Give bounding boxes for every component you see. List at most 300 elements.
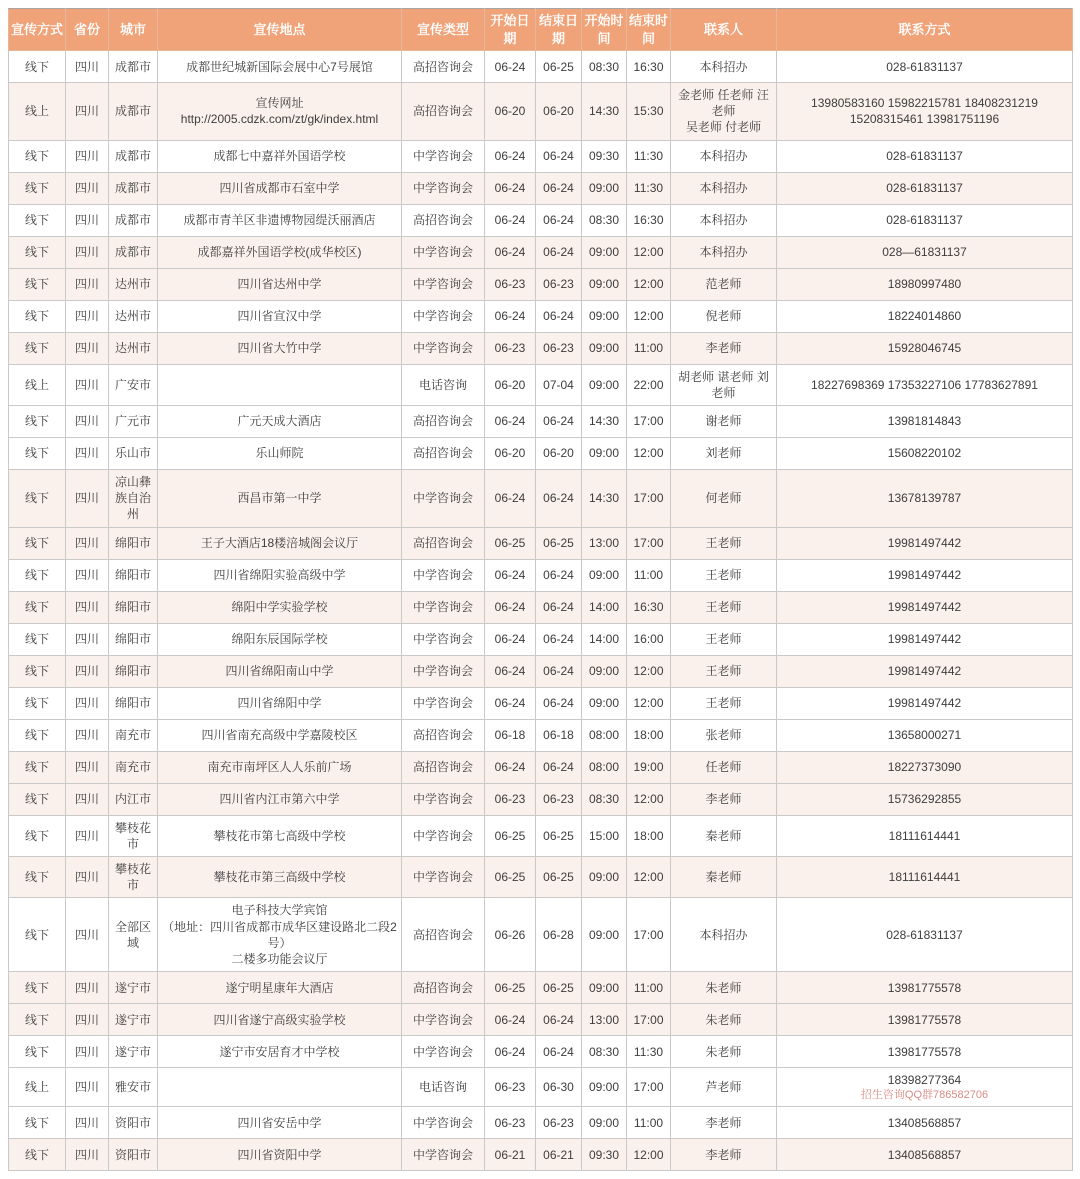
cell-start_date: 06-24 bbox=[485, 1036, 536, 1068]
table-row bbox=[9, 406, 1073, 438]
column-header-province: 省份 bbox=[66, 9, 109, 51]
table-row bbox=[9, 1139, 1073, 1171]
column-header-phone: 联系方式 bbox=[777, 9, 1073, 51]
cell-city: 遂宁市 bbox=[109, 1036, 158, 1068]
cell-method: 线下 bbox=[9, 815, 66, 856]
cell-type: 高招咨询会 bbox=[402, 51, 485, 83]
cell-end_time: 12:00 bbox=[627, 438, 671, 470]
cell-province: 四川 bbox=[66, 719, 109, 751]
cell-phone: 15736292855 bbox=[777, 783, 1073, 815]
cell-type: 电话咨询 bbox=[402, 1068, 485, 1107]
cell-end_time: 17:00 bbox=[627, 470, 671, 528]
cell-start_date: 06-24 bbox=[485, 591, 536, 623]
cell-end_date: 06-25 bbox=[536, 815, 582, 856]
table-row bbox=[9, 898, 1073, 972]
cell-end_date: 06-30 bbox=[536, 1068, 582, 1107]
cell-method: 线下 bbox=[9, 1139, 66, 1171]
cell-phone: 13981775578 bbox=[777, 972, 1073, 1004]
cell-contact: 王老师 bbox=[671, 559, 777, 591]
cell-start_date: 06-24 bbox=[485, 204, 536, 236]
cell-location: 四川省绵阳实验高级中学 bbox=[158, 559, 402, 591]
cell-start_date: 06-24 bbox=[485, 655, 536, 687]
cell-location: 广元天成大酒店 bbox=[158, 406, 402, 438]
table-row bbox=[9, 364, 1073, 405]
cell-end_time: 22:00 bbox=[627, 364, 671, 405]
cell-start_time: 09:30 bbox=[582, 1139, 627, 1171]
cell-end_date: 06-20 bbox=[536, 438, 582, 470]
cell-end_date: 06-24 bbox=[536, 623, 582, 655]
cell-method: 线下 bbox=[9, 719, 66, 751]
cell-method: 线下 bbox=[9, 406, 66, 438]
cell-start_time: 08:30 bbox=[582, 783, 627, 815]
cell-start_time: 09:00 bbox=[582, 972, 627, 1004]
cell-phone: 13981775578 bbox=[777, 1004, 1073, 1036]
cell-end_time: 17:00 bbox=[627, 1068, 671, 1107]
cell-end_time: 19:00 bbox=[627, 751, 671, 783]
cell-city: 广元市 bbox=[109, 406, 158, 438]
cell-end_date: 06-23 bbox=[536, 783, 582, 815]
cell-method: 线下 bbox=[9, 783, 66, 815]
cell-method: 线下 bbox=[9, 527, 66, 559]
cell-start_time: 14:30 bbox=[582, 406, 627, 438]
cell-method: 线下 bbox=[9, 1107, 66, 1139]
cell-province: 四川 bbox=[66, 1004, 109, 1036]
cell-phone: 028-61831137 bbox=[777, 204, 1073, 236]
cell-end_date: 06-24 bbox=[536, 559, 582, 591]
cell-contact: 朱老师 bbox=[671, 1036, 777, 1068]
table-row bbox=[9, 172, 1073, 204]
table-row bbox=[9, 1068, 1073, 1107]
cell-province: 四川 bbox=[66, 204, 109, 236]
cell-city: 成都市 bbox=[109, 172, 158, 204]
cell-city: 绵阳市 bbox=[109, 559, 158, 591]
cell-type: 中学咨询会 bbox=[402, 655, 485, 687]
cell-start_time: 09:00 bbox=[582, 438, 627, 470]
cell-type: 高招咨询会 bbox=[402, 438, 485, 470]
cell-start_time: 09:00 bbox=[582, 268, 627, 300]
cell-start_date: 06-24 bbox=[485, 300, 536, 332]
cell-type: 中学咨询会 bbox=[402, 1107, 485, 1139]
cell-end_date: 06-24 bbox=[536, 236, 582, 268]
cell-location: 乐山师院 bbox=[158, 438, 402, 470]
cell-end_date: 06-24 bbox=[536, 1036, 582, 1068]
table-row bbox=[9, 655, 1073, 687]
cell-phone: 18227698369 17353227106 17783627891 bbox=[777, 364, 1073, 405]
cell-method: 线下 bbox=[9, 655, 66, 687]
cell-method: 线下 bbox=[9, 140, 66, 172]
cell-type: 中学咨询会 bbox=[402, 140, 485, 172]
cell-start_time: 14:30 bbox=[582, 83, 627, 141]
cell-contact: 胡老师 谌老师 刘老师 bbox=[671, 364, 777, 405]
cell-end_time: 12:00 bbox=[627, 655, 671, 687]
cell-province: 四川 bbox=[66, 51, 109, 83]
cell-phone: 13408568857 bbox=[777, 1107, 1073, 1139]
cell-phone: 19981497442 bbox=[777, 655, 1073, 687]
cell-start_date: 06-20 bbox=[485, 438, 536, 470]
cell-contact: 倪老师 bbox=[671, 300, 777, 332]
cell-phone: 18398277364 招生咨询QQ群786582706 bbox=[777, 1068, 1073, 1107]
cell-end_date: 06-28 bbox=[536, 898, 582, 972]
cell-contact: 芦老师 bbox=[671, 1068, 777, 1107]
table-row bbox=[9, 591, 1073, 623]
cell-type: 高招咨询会 bbox=[402, 527, 485, 559]
cell-phone: 18111614441 bbox=[777, 815, 1073, 856]
cell-method: 线下 bbox=[9, 1036, 66, 1068]
table-row bbox=[9, 300, 1073, 332]
cell-contact: 朱老师 bbox=[671, 1004, 777, 1036]
cell-city: 资阳市 bbox=[109, 1139, 158, 1171]
cell-contact: 李老师 bbox=[671, 1139, 777, 1171]
column-header-location: 宣传地点 bbox=[158, 9, 402, 51]
cell-type: 中学咨询会 bbox=[402, 815, 485, 856]
cell-method: 线上 bbox=[9, 364, 66, 405]
cell-start_time: 09:00 bbox=[582, 898, 627, 972]
table-row bbox=[9, 687, 1073, 719]
cell-city: 成都市 bbox=[109, 83, 158, 141]
cell-start_time: 09:00 bbox=[582, 332, 627, 364]
cell-end_date: 06-21 bbox=[536, 1139, 582, 1171]
cell-province: 四川 bbox=[66, 1068, 109, 1107]
cell-method: 线上 bbox=[9, 1068, 66, 1107]
cell-start_date: 06-24 bbox=[485, 751, 536, 783]
cell-end_time: 11:30 bbox=[627, 1036, 671, 1068]
cell-province: 四川 bbox=[66, 300, 109, 332]
cell-phone: 13981814843 bbox=[777, 406, 1073, 438]
cell-start_time: 09:00 bbox=[582, 364, 627, 405]
cell-end_date: 06-24 bbox=[536, 300, 582, 332]
cell-city: 资阳市 bbox=[109, 1107, 158, 1139]
cell-start_time: 09:00 bbox=[582, 687, 627, 719]
cell-contact: 任老师 bbox=[671, 751, 777, 783]
promotion-schedule-table-wrap bbox=[8, 8, 1072, 1171]
column-header-city: 城市 bbox=[109, 9, 158, 51]
cell-city: 内江市 bbox=[109, 783, 158, 815]
cell-contact: 金老师 任老师 汪老师 吴老师 付老师 bbox=[671, 83, 777, 141]
cell-start_time: 09:00 bbox=[582, 300, 627, 332]
cell-method: 线下 bbox=[9, 559, 66, 591]
cell-contact: 王老师 bbox=[671, 623, 777, 655]
cell-type: 中学咨询会 bbox=[402, 268, 485, 300]
cell-province: 四川 bbox=[66, 406, 109, 438]
cell-start_time: 14:30 bbox=[582, 470, 627, 528]
cell-end_date: 06-24 bbox=[536, 172, 582, 204]
cell-province: 四川 bbox=[66, 527, 109, 559]
cell-phone: 19981497442 bbox=[777, 559, 1073, 591]
cell-end_time: 16:30 bbox=[627, 51, 671, 83]
cell-location: 成都市青羊区非遗博物园缇沃丽酒店 bbox=[158, 204, 402, 236]
cell-start_time: 13:00 bbox=[582, 1004, 627, 1036]
cell-end_time: 18:00 bbox=[627, 815, 671, 856]
cell-start_date: 06-26 bbox=[485, 898, 536, 972]
table-row bbox=[9, 83, 1073, 141]
table-body bbox=[9, 51, 1073, 1171]
cell-province: 四川 bbox=[66, 438, 109, 470]
cell-city: 绵阳市 bbox=[109, 527, 158, 559]
cell-city: 遂宁市 bbox=[109, 1004, 158, 1036]
cell-method: 线下 bbox=[9, 856, 66, 897]
cell-contact: 王老师 bbox=[671, 687, 777, 719]
cell-type: 高招咨询会 bbox=[402, 972, 485, 1004]
table-row bbox=[9, 140, 1073, 172]
table-row bbox=[9, 559, 1073, 591]
cell-end_date: 06-23 bbox=[536, 332, 582, 364]
cell-end_time: 16:30 bbox=[627, 204, 671, 236]
cell-method: 线下 bbox=[9, 300, 66, 332]
cell-location: 四川省安岳中学 bbox=[158, 1107, 402, 1139]
cell-phone: 028-61831137 bbox=[777, 140, 1073, 172]
table-row bbox=[9, 236, 1073, 268]
cell-start_date: 06-23 bbox=[485, 783, 536, 815]
cell-start_time: 14:00 bbox=[582, 591, 627, 623]
cell-location: 遂宁明星康年大酒店 bbox=[158, 972, 402, 1004]
cell-location: 四川省达州中学 bbox=[158, 268, 402, 300]
cell-contact: 本科招办 bbox=[671, 51, 777, 83]
cell-location: 四川省内江市第六中学 bbox=[158, 783, 402, 815]
cell-location: 西昌市第一中学 bbox=[158, 470, 402, 528]
cell-method: 线下 bbox=[9, 51, 66, 83]
cell-phone: 028-61831137 bbox=[777, 51, 1073, 83]
table-row bbox=[9, 1107, 1073, 1139]
cell-location: 绵阳东辰国际学校 bbox=[158, 623, 402, 655]
cell-method: 线下 bbox=[9, 204, 66, 236]
cell-contact: 朱老师 bbox=[671, 972, 777, 1004]
cell-city: 绵阳市 bbox=[109, 591, 158, 623]
cell-contact: 秦老师 bbox=[671, 856, 777, 897]
cell-end_time: 12:00 bbox=[627, 1139, 671, 1171]
cell-type: 中学咨询会 bbox=[402, 470, 485, 528]
cell-province: 四川 bbox=[66, 470, 109, 528]
table-row bbox=[9, 438, 1073, 470]
column-header-method: 宣传方式 bbox=[9, 9, 66, 51]
cell-city: 乐山市 bbox=[109, 438, 158, 470]
cell-start_date: 06-25 bbox=[485, 856, 536, 897]
cell-contact: 李老师 bbox=[671, 783, 777, 815]
cell-location: 四川省遂宁高级实验学校 bbox=[158, 1004, 402, 1036]
cell-start_date: 06-24 bbox=[485, 406, 536, 438]
cell-method: 线下 bbox=[9, 268, 66, 300]
cell-contact: 张老师 bbox=[671, 719, 777, 751]
cell-start_time: 13:00 bbox=[582, 527, 627, 559]
cell-end_date: 06-25 bbox=[536, 856, 582, 897]
cell-type: 高招咨询会 bbox=[402, 719, 485, 751]
cell-city: 达州市 bbox=[109, 332, 158, 364]
cell-province: 四川 bbox=[66, 783, 109, 815]
cell-location: 四川省绵阳中学 bbox=[158, 687, 402, 719]
promotion-schedule-table bbox=[8, 8, 1073, 1171]
cell-end_time: 17:00 bbox=[627, 527, 671, 559]
cell-province: 四川 bbox=[66, 1139, 109, 1171]
cell-end_time: 12:00 bbox=[627, 236, 671, 268]
cell-city: 成都市 bbox=[109, 204, 158, 236]
cell-location: 成都七中嘉祥外国语学校 bbox=[158, 140, 402, 172]
cell-start_date: 06-23 bbox=[485, 332, 536, 364]
cell-type: 中学咨询会 bbox=[402, 300, 485, 332]
cell-method: 线下 bbox=[9, 236, 66, 268]
cell-location: 四川省绵阳南山中学 bbox=[158, 655, 402, 687]
cell-contact: 王老师 bbox=[671, 655, 777, 687]
cell-location: 电子科技大学宾馆 （地址：四川省成都市成华区建设路北二段2号） 二楼多功能会议厅 bbox=[158, 898, 402, 972]
cell-phone: 18224014860 bbox=[777, 300, 1073, 332]
table-row bbox=[9, 470, 1073, 528]
cell-city: 攀枝花市 bbox=[109, 856, 158, 897]
cell-city: 遂宁市 bbox=[109, 972, 158, 1004]
table-row bbox=[9, 1004, 1073, 1036]
cell-contact: 刘老师 bbox=[671, 438, 777, 470]
cell-province: 四川 bbox=[66, 687, 109, 719]
cell-type: 中学咨询会 bbox=[402, 172, 485, 204]
cell-end_date: 07-04 bbox=[536, 364, 582, 405]
cell-phone: 15928046745 bbox=[777, 332, 1073, 364]
cell-start_date: 06-24 bbox=[485, 470, 536, 528]
cell-type: 高招咨询会 bbox=[402, 898, 485, 972]
cell-start_time: 08:30 bbox=[582, 51, 627, 83]
cell-location: 四川省宣汉中学 bbox=[158, 300, 402, 332]
cell-end_date: 06-24 bbox=[536, 406, 582, 438]
cell-phone: 18111614441 bbox=[777, 856, 1073, 897]
cell-location: 四川省大竹中学 bbox=[158, 332, 402, 364]
cell-start_time: 09:00 bbox=[582, 1107, 627, 1139]
cell-start_time: 09:30 bbox=[582, 140, 627, 172]
cell-phone: 13981775578 bbox=[777, 1036, 1073, 1068]
cell-location: 成都世纪城新国际会展中心7号展馆 bbox=[158, 51, 402, 83]
cell-type: 高招咨询会 bbox=[402, 406, 485, 438]
cell-end_date: 06-24 bbox=[536, 751, 582, 783]
cell-start_time: 09:00 bbox=[582, 236, 627, 268]
cell-city: 凉山彝族自治州 bbox=[109, 470, 158, 528]
cell-start_date: 06-25 bbox=[485, 527, 536, 559]
table-row bbox=[9, 332, 1073, 364]
cell-method: 线下 bbox=[9, 332, 66, 364]
cell-location: 攀枝花市第三高级中学校 bbox=[158, 856, 402, 897]
cell-end_time: 16:30 bbox=[627, 591, 671, 623]
cell-province: 四川 bbox=[66, 623, 109, 655]
cell-start_date: 06-23 bbox=[485, 268, 536, 300]
cell-type: 高招咨询会 bbox=[402, 83, 485, 141]
cell-phone: 19981497442 bbox=[777, 527, 1073, 559]
cell-phone: 19981497442 bbox=[777, 591, 1073, 623]
cell-start_date: 06-23 bbox=[485, 1107, 536, 1139]
cell-contact: 本科招办 bbox=[671, 172, 777, 204]
cell-end_date: 06-25 bbox=[536, 51, 582, 83]
cell-method: 线下 bbox=[9, 623, 66, 655]
cell-type: 中学咨询会 bbox=[402, 1004, 485, 1036]
column-header-type: 宣传类型 bbox=[402, 9, 485, 51]
cell-phone: 13980583160 15982215781 18408231219 15208315461 13981751196 bbox=[777, 83, 1073, 141]
table-row bbox=[9, 972, 1073, 1004]
cell-type: 电话咨询 bbox=[402, 364, 485, 405]
cell-location: 宣传网址 http://2005.cdzk.com/zt/gk/index.html bbox=[158, 83, 402, 141]
cell-province: 四川 bbox=[66, 83, 109, 141]
cell-start_date: 06-24 bbox=[485, 51, 536, 83]
cell-end_time: 11:00 bbox=[627, 332, 671, 364]
cell-province: 四川 bbox=[66, 856, 109, 897]
cell-start_date: 06-24 bbox=[485, 140, 536, 172]
cell-province: 四川 bbox=[66, 172, 109, 204]
cell-contact: 何老师 bbox=[671, 470, 777, 528]
cell-end_date: 06-24 bbox=[536, 204, 582, 236]
cell-province: 四川 bbox=[66, 898, 109, 972]
cell-end_date: 06-23 bbox=[536, 1107, 582, 1139]
table-row bbox=[9, 204, 1073, 236]
cell-type: 高招咨询会 bbox=[402, 751, 485, 783]
cell-contact: 范老师 bbox=[671, 268, 777, 300]
cell-city: 雅安市 bbox=[109, 1068, 158, 1107]
cell-start_date: 06-18 bbox=[485, 719, 536, 751]
cell-phone: 028-61831137 bbox=[777, 898, 1073, 972]
cell-type: 中学咨询会 bbox=[402, 623, 485, 655]
cell-city: 攀枝花市 bbox=[109, 815, 158, 856]
table-row bbox=[9, 856, 1073, 897]
cell-type: 中学咨询会 bbox=[402, 236, 485, 268]
cell-province: 四川 bbox=[66, 751, 109, 783]
cell-start_time: 08:00 bbox=[582, 751, 627, 783]
cell-end_date: 06-20 bbox=[536, 83, 582, 141]
column-header-start_date: 开始日期 bbox=[485, 9, 536, 51]
cell-contact: 李老师 bbox=[671, 332, 777, 364]
cell-start_date: 06-20 bbox=[485, 364, 536, 405]
cell-start_time: 08:30 bbox=[582, 1036, 627, 1068]
cell-province: 四川 bbox=[66, 972, 109, 1004]
table-row bbox=[9, 815, 1073, 856]
cell-method: 线下 bbox=[9, 470, 66, 528]
cell-city: 南充市 bbox=[109, 751, 158, 783]
cell-phone: 15608220102 bbox=[777, 438, 1073, 470]
cell-start_time: 09:00 bbox=[582, 655, 627, 687]
table-row bbox=[9, 783, 1073, 815]
cell-start_time: 09:00 bbox=[582, 856, 627, 897]
table-row bbox=[9, 719, 1073, 751]
cell-contact: 秦老师 bbox=[671, 815, 777, 856]
cell-end_time: 17:00 bbox=[627, 898, 671, 972]
cell-type: 中学咨询会 bbox=[402, 559, 485, 591]
cell-end_date: 06-24 bbox=[536, 591, 582, 623]
cell-start_time: 08:30 bbox=[582, 204, 627, 236]
table-row bbox=[9, 51, 1073, 83]
cell-type: 中学咨询会 bbox=[402, 591, 485, 623]
cell-end_time: 12:00 bbox=[627, 687, 671, 719]
cell-phone: 18980997480 bbox=[777, 268, 1073, 300]
cell-location: 绵阳中学实验学校 bbox=[158, 591, 402, 623]
cell-location bbox=[158, 1068, 402, 1107]
cell-phone: 19981497442 bbox=[777, 687, 1073, 719]
cell-end_time: 17:00 bbox=[627, 406, 671, 438]
cell-end_time: 12:00 bbox=[627, 300, 671, 332]
cell-phone: 13678139787 bbox=[777, 470, 1073, 528]
cell-city: 绵阳市 bbox=[109, 655, 158, 687]
cell-start_date: 06-21 bbox=[485, 1139, 536, 1171]
cell-end_time: 12:00 bbox=[627, 856, 671, 897]
cell-phone: 19981497442 bbox=[777, 623, 1073, 655]
cell-contact: 谢老师 bbox=[671, 406, 777, 438]
cell-end_time: 11:00 bbox=[627, 972, 671, 1004]
cell-type: 中学咨询会 bbox=[402, 332, 485, 364]
cell-location: 南充市南坪区人人乐前广场 bbox=[158, 751, 402, 783]
cell-location: 四川省资阳中学 bbox=[158, 1139, 402, 1171]
column-header-end_date: 结束日期 bbox=[536, 9, 582, 51]
cell-method: 线下 bbox=[9, 687, 66, 719]
qq-group-watermark: 招生咨询QQ群786582706 bbox=[860, 1089, 989, 1102]
cell-start_date: 06-24 bbox=[485, 1004, 536, 1036]
cell-city: 成都市 bbox=[109, 51, 158, 83]
cell-end_time: 17:00 bbox=[627, 1004, 671, 1036]
cell-start_time: 08:00 bbox=[582, 719, 627, 751]
cell-province: 四川 bbox=[66, 591, 109, 623]
cell-location: 成都嘉祥外国语学校(成华校区) bbox=[158, 236, 402, 268]
table-row bbox=[9, 527, 1073, 559]
cell-method: 线下 bbox=[9, 172, 66, 204]
cell-start_time: 09:00 bbox=[582, 559, 627, 591]
cell-type: 中学咨询会 bbox=[402, 1036, 485, 1068]
